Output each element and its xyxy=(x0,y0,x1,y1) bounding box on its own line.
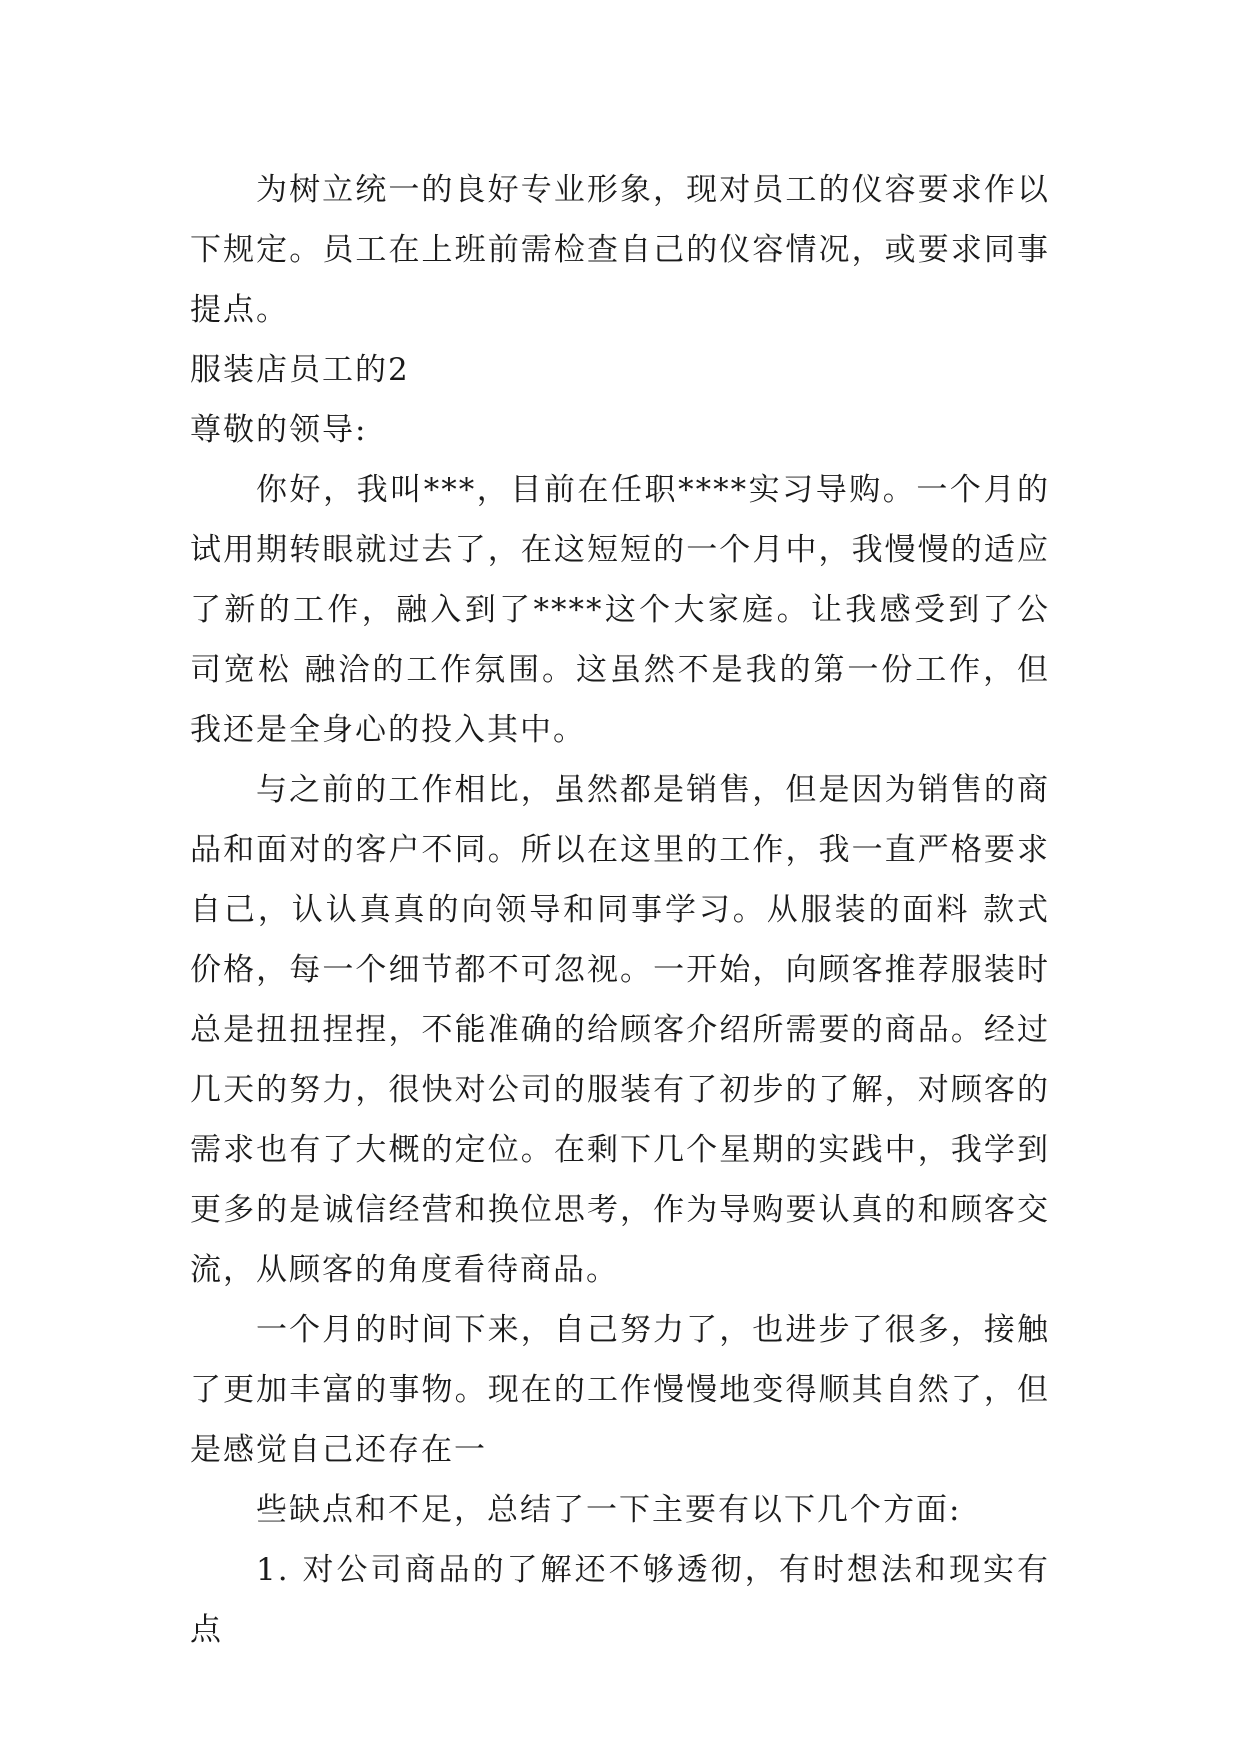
paragraph-intro: 你好，我叫***，目前在任职****实习导购。一个月的试用期转眼就过去了，在这短短的一个月中，我慢慢的适应了新的工作，融入到了****这个大家庭。让我感受到了公司宽松 融洽的工作氛围。这虽然不是我的第一份工作，但我还是全身心的投入其中。 xyxy=(190,472,1050,748)
document-body xyxy=(190,160,1050,1660)
section-heading: 服装店员工的2 xyxy=(190,352,410,388)
paragraph-dress-code: 为树立统一的良好专业形象，现对员工的仪容要求作以下规定。员工在上班前需检查自己的仪容情况，或要求同事提点。 xyxy=(190,172,1050,328)
paragraph-shortcomings: 些缺点和不足，总结了一下主要有以下几个方面: xyxy=(256,1492,962,1528)
paragraph-comparison: 与之前的工作相比，虽然都是销售，但是因为销售的商品和面对的客户不同。所以在这里的工作，我一直严格要求自己，认认真真的向领导和同事学习。从服装的面料 款式价格，每一个细节都不可忽视。一开始，向顾客推荐服装时总是扭扭捏捏，不能准确的给顾客介绍所需要的商品。经过几天的努力，很快对公司的服装有了初步的了解，对顾客的需求也有了大概的定位。在剩下几个星期的实践中，我学到更多的是诚信经营和换位思考，作为导购要认真的和顾客交流，从顾客的角度看待商品。 xyxy=(190,772,1050,1288)
salutation: 尊敬的领导: xyxy=(190,412,368,448)
paragraph-progress: 一个月的时间下来，自己努力了，也进步了很多，接触了更加丰富的事物。现在的工作慢慢地变得顺其自然了，但是感觉自己还存在一 xyxy=(190,1312,1050,1468)
list-item-1: 1. 对公司商品的了解还不够透彻，有时想法和现实有点 xyxy=(190,1552,1050,1648)
